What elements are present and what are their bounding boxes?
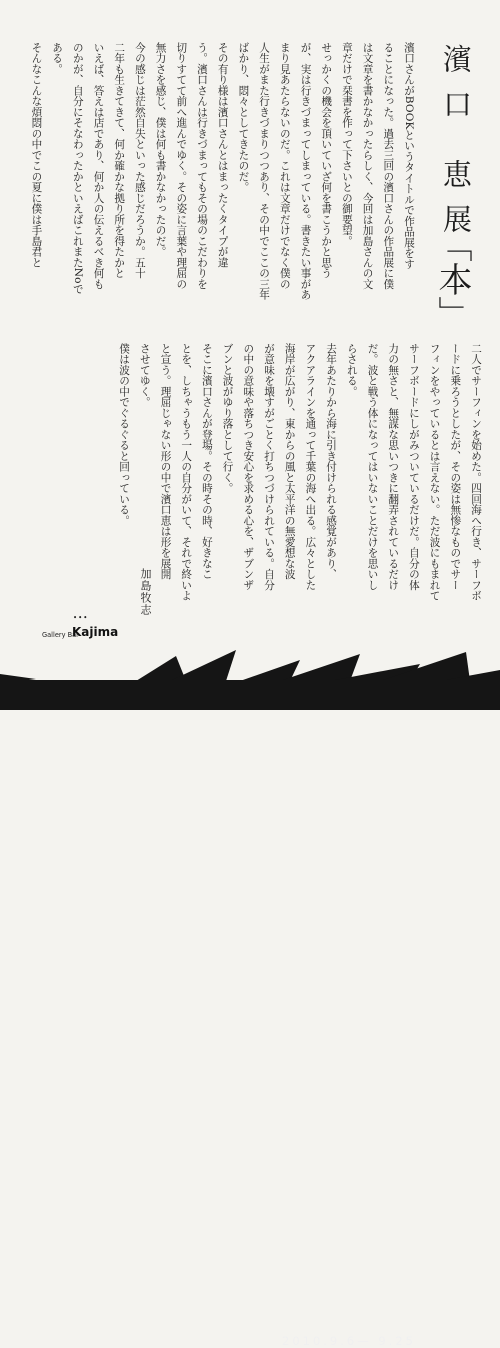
essay-column: その有り様は濱口さんとはまったくタイプが違 (216, 42, 229, 268)
essay-column: させてゆく。 (138, 343, 151, 408)
essay-column: サーフボードにしがみついているだけだ。自分の体 (407, 343, 420, 591)
essay-column: ある。 (51, 42, 64, 75)
wave-band-graphic (0, 650, 500, 710)
essay-column: らされる。 (345, 343, 358, 397)
essay-column: 人生がまた行きづまりつつあり、その中でここの三年 (258, 42, 271, 300)
essay-column: だ。波と戦う体になってはいないことだけを思いし (366, 343, 379, 591)
essay-column: ばかり、悶々としてきたのだ。 (237, 42, 250, 193)
exhibition-dates: 2010.9.6— 9.25 (282, 1334, 416, 1348)
essay-column: そんなこんな煩悶の中でこの夏に僕は手島君と (30, 42, 43, 268)
essay-column: が、実は行きづまってしまっている。書きたい事があ (299, 42, 312, 300)
essay-column: せっかくの機会を頂いていざ何を書こうかと思う (320, 42, 333, 279)
essay-column: 章だけで栞書を作って下さいとの御要望。 (340, 42, 353, 247)
essay-column: 海岸が広がり、東からの風と太平洋の無愛想な波 (283, 343, 296, 580)
exhibition-subtitle: 「本」 (432, 228, 472, 330)
essay-column: 濱口さんがBOOKというタイトルで作品展をす (403, 42, 415, 270)
essay-column: 二年も生きてきて、何か確かな拠り所を得たかと (113, 42, 126, 279)
essay-column: ードに乗ろうとしたが、その姿は無惨なものでサー (449, 343, 462, 591)
essay-column: の中の意味や落ちつき安心を求める心を、ザブンザ (242, 343, 255, 591)
essay-column: そこに濱口さんが登場。その時その時、好きなこ (200, 343, 213, 580)
essay-column: は文章を書かなかったらしく、今回は加島さんの文 (361, 42, 374, 290)
essay-column: 力の無さと、無謀な思いつきに翻弄されているだけ (387, 343, 400, 591)
essay-column: 二人でサーフィンを始めた。四回海へ行き、サーフボ (470, 343, 482, 601)
essay-column: 僕は波の中でぐるぐると回っている。 (118, 343, 131, 526)
essay-column: アクアラインを通って千葉の海へ出る。広々とした (304, 343, 317, 591)
logo-prefix: Gallery Bar (42, 631, 79, 639)
essay-column: 無力さを感じ、僕は何も書かなかったのだ。 (154, 42, 167, 257)
exhibition-title: 濱口 恵展 (439, 44, 473, 250)
essay-column: と宣う。理屈じゃない形の中で濱口恵は形を展開 (159, 343, 172, 580)
logo-dots: ••• (73, 614, 89, 622)
essay-column: う。濱口さんは行きづまってもその場のこだわりを (196, 42, 208, 290)
essay-column: フィンをやっているとは言えない。ただ波にもまれて (428, 343, 441, 601)
essay-column: いえば、答えは店であり、何か人の伝えるべき何も (92, 42, 105, 290)
essay-column: 去年あたりから海に引き付けられる感覚があり、 (325, 343, 338, 580)
essay-column: が意味を壊すがごとく打ちつづけられている。自分 (263, 343, 275, 591)
essay-column: 今の感じは茫然自失といった感じだろうか。五十 (133, 42, 146, 279)
essay-column: 切りすてて前へ進んでゆく。その姿に言葉や理屈の (175, 42, 188, 290)
footer-band (0, 650, 500, 1348)
essay-column: とを、しちゃうもう一人の自分がいて、それで終いよ (180, 343, 193, 601)
essay-column: ブンと波がゆり落として行く。 (221, 343, 234, 494)
essay-column: まり見あたらないのだ。これは文章だけでなく僕の (278, 42, 291, 290)
essay-column: ることになった。過去三回の濱口さんの作品展に僕 (382, 42, 395, 290)
logo-name: Kajima (72, 625, 119, 639)
author-signature: 加島牧志 (139, 568, 152, 616)
gallery-logo (42, 614, 119, 654)
essay-column: のかが、自分にそなわったかといえばこれまたNoで (71, 42, 84, 295)
